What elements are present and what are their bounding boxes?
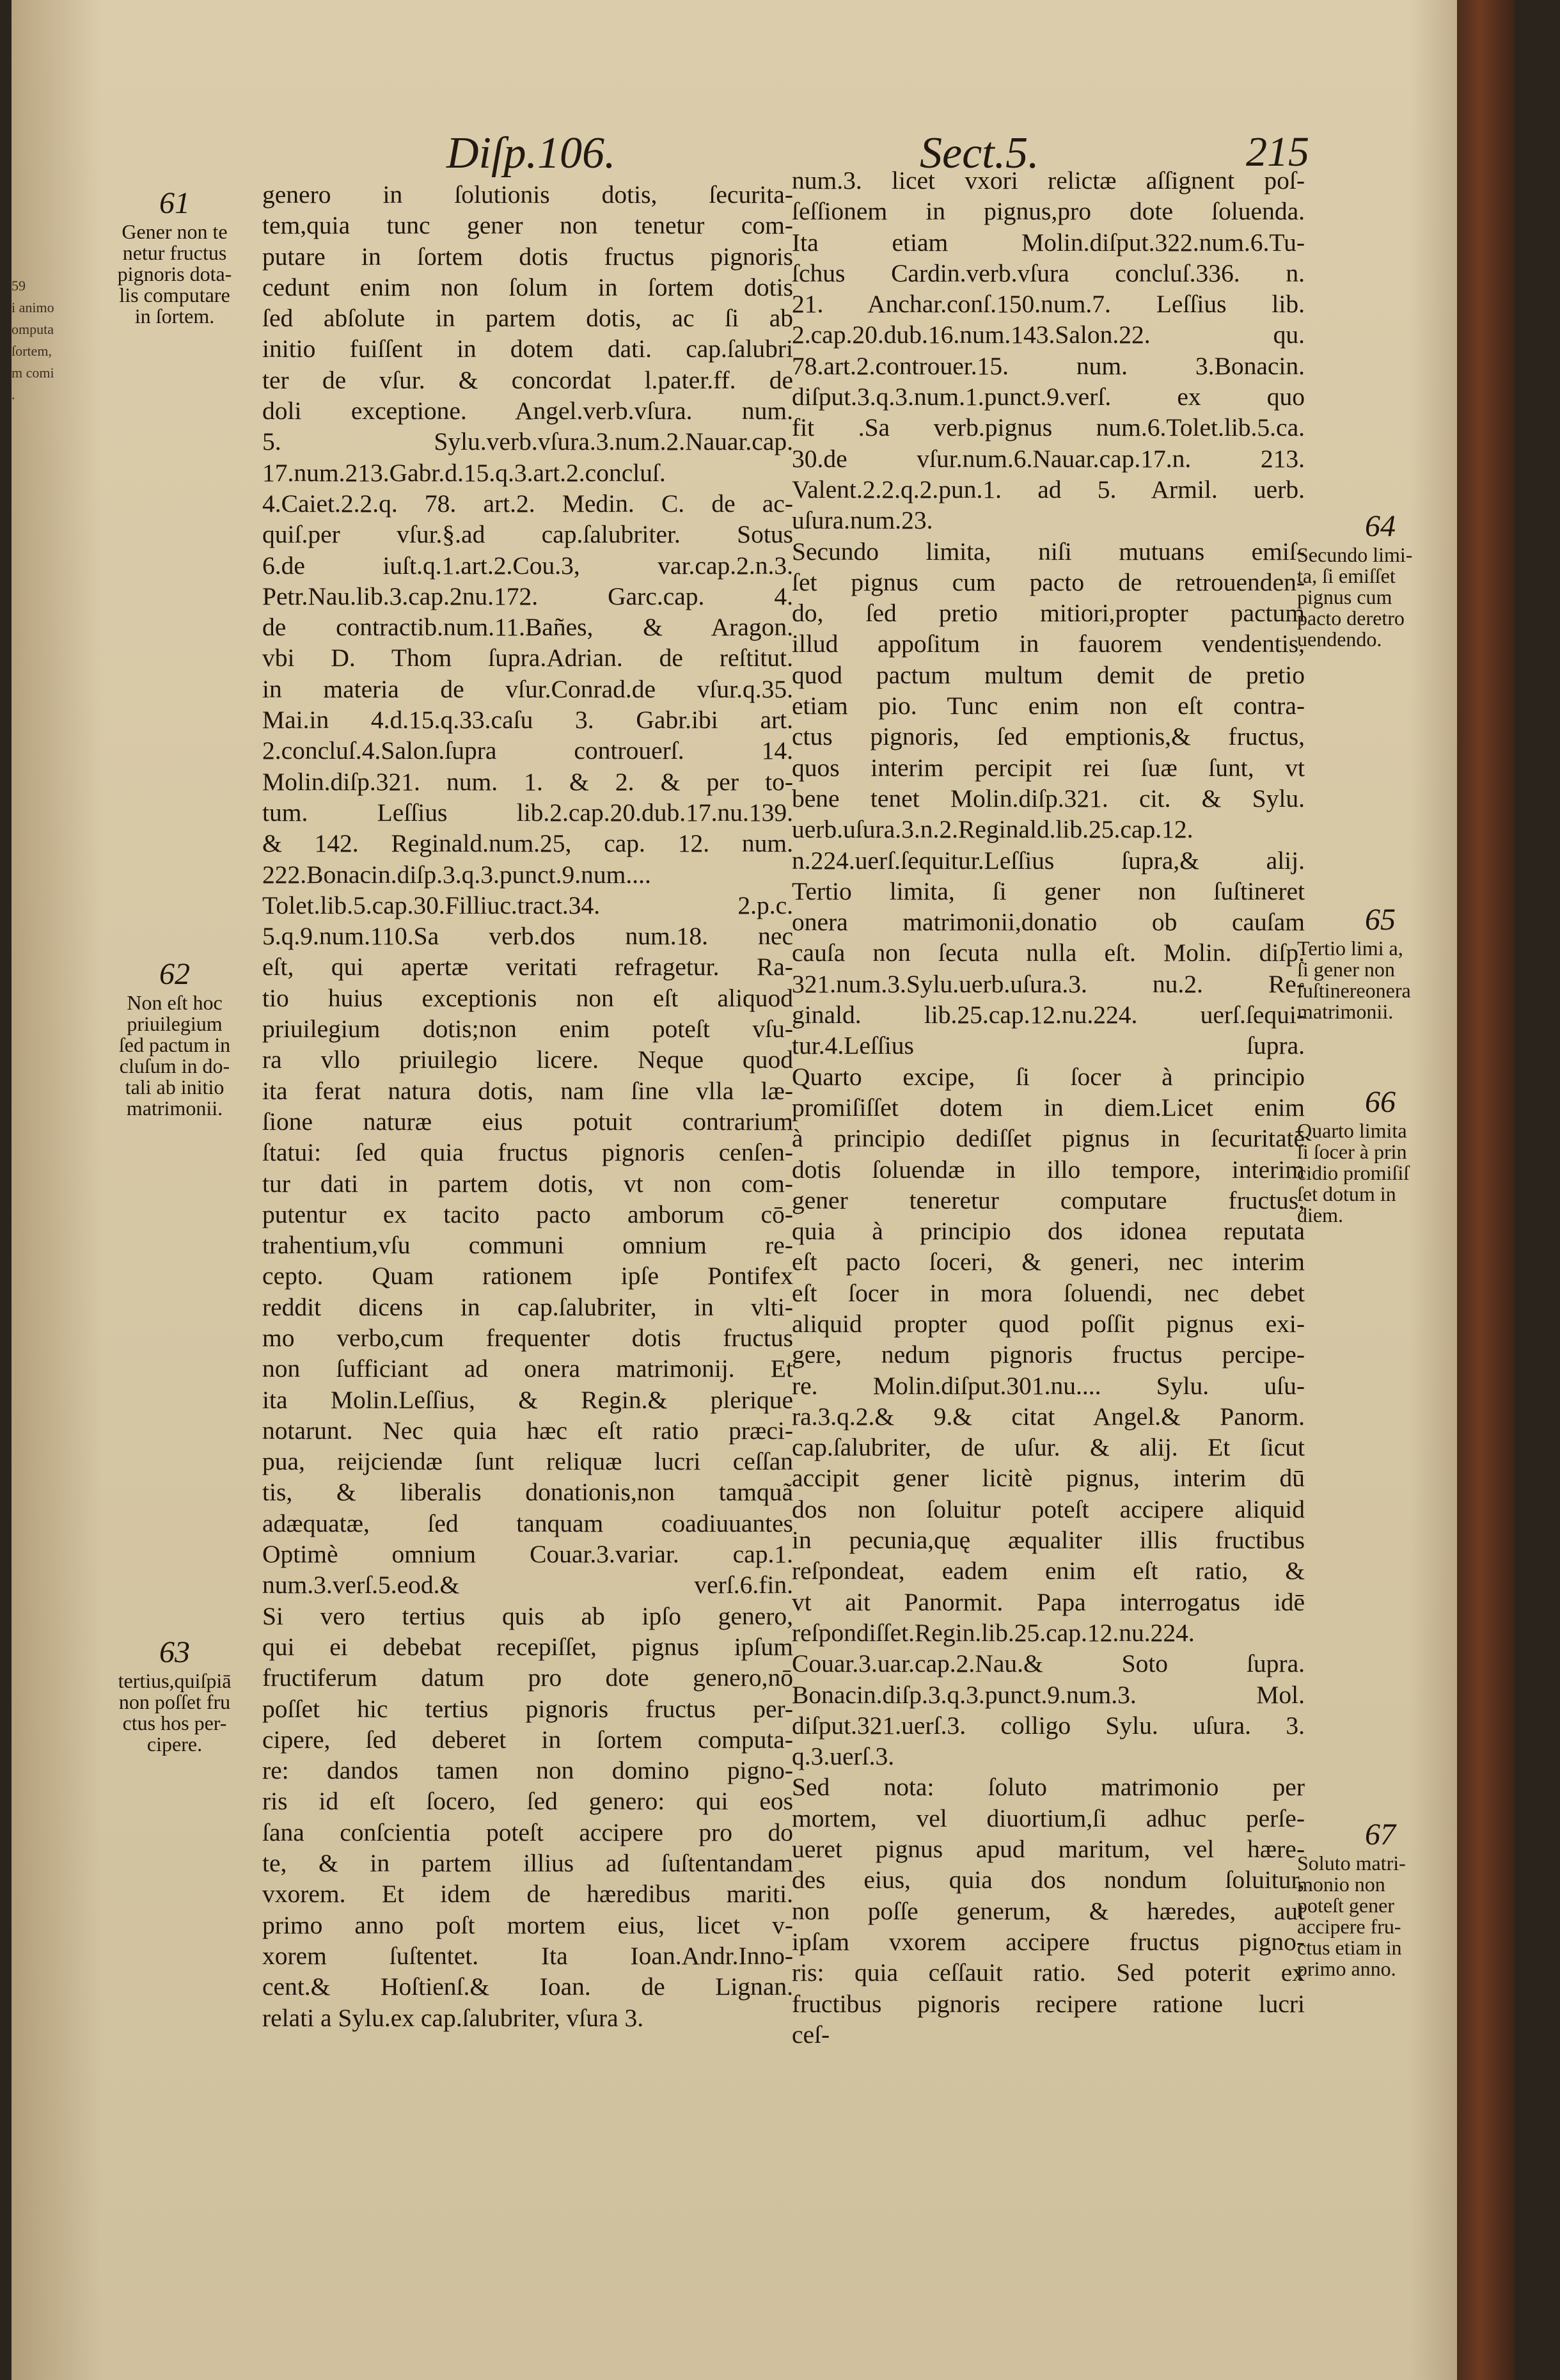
text-line: 321.num.3.Sylu.uerb.uſura.3. nu.2. Re- [792, 969, 1305, 998]
text-line: tur dati in partem dotis, vt non com- [262, 1169, 793, 1198]
text-line: 21. Anchar.conſ.150.num.7. Leſſius lib. [792, 290, 1305, 319]
text-line: ueret pignus apud maritum, vel hære- [792, 1835, 1305, 1864]
text-line: primo anno poſt mortem eius, licet v- [262, 1910, 793, 1939]
text-line: ctus pignoris, ſed emptionis,& fructus, [792, 722, 1305, 751]
text-line: ra vllo priuilegio licere. Neque quod [262, 1045, 793, 1074]
text-line: reddit dicens in cap.ſalubriter, in vlti- [262, 1292, 793, 1321]
text-line: reſpondeat, eadem enim eſt ratio, & [792, 1557, 1305, 1585]
margin-note-text: Soluto matri- monio non poteſt gener accipere fru- ctus etiam in primo anno. [1297, 1852, 1406, 1980]
margin-note-number: 63 [159, 1635, 190, 1669]
text-line: fructibus pignoris recipere ratione lucri [792, 1989, 1305, 2018]
previous-page-strip [12, 275, 54, 544]
prev-strip-line: omputa [12, 321, 54, 337]
margin-note-text: Secundo limi- ta, ſi emiſſet pignus cum pacto deretro uendendo. [1297, 543, 1413, 651]
margin-note-number: 61 [159, 186, 190, 220]
margin-note-text: Quarto limita ſi ſocer à prin cidio promiſiſ ſet dotum in diem. [1297, 1119, 1410, 1226]
text-line: illud appoſitum in fauorem vendentis, [792, 630, 1305, 658]
text-line: etiam pio. Tunc enim non eſt contra- [792, 692, 1305, 720]
text-line: vt ait Panormit. Papa interrogatus idē [792, 1587, 1305, 1616]
text-line: 4.Caiet.2.2.q. 78. art.2. Medin. C. de ac- [262, 489, 793, 518]
text-line: quiſ.per vſur.§.ad cap.ſalubriter. Sotus [262, 520, 793, 549]
text-line: tum. Leſſius lib.2.cap.20.dub.17.nu.139. [262, 798, 793, 827]
text-line: ceſ- [792, 2020, 830, 2049]
text-line: ſchus Cardin.verb.vſura concluſ.336. n. [792, 258, 1305, 287]
text-line: num.3. licet vxori relictæ aſſignent poſ- [792, 166, 1305, 194]
text-line: xorem ſuſtentet. Ita Ioan.Andr.Inno- [262, 1941, 793, 1970]
text-line: do, ſed pretio mitiori,propter pactum [792, 599, 1305, 628]
text-line: Si vero tertius quis ab ipſo genero, [262, 1601, 793, 1630]
margin-note-number: 64 [1365, 509, 1396, 543]
text-line: 5.q.9.num.110.Sa verb.dos num.18. nec [262, 922, 793, 951]
text-line: ris: quia ceſſauit ratio. Sed poterit ex [792, 1958, 1305, 1987]
text-line: promiſiſſet dotem in diem.Licet enim [792, 1093, 1305, 1122]
text-line: vxorem. Et idem de hæredibus mariti. [262, 1880, 793, 1908]
text-line: putentur ex tacito pacto amborum cō- [262, 1200, 793, 1228]
text-line: ipſam vxorem accipere fructus pigno- [792, 1927, 1305, 1956]
text-line: poſſet hic tertius pignoris fructus per- [262, 1694, 793, 1723]
text-line: 78.art.2.controuer.15. num. 3.Bonacin. [792, 351, 1305, 380]
page-number: 215 [1246, 129, 1309, 175]
text-line: tio huius exceptionis non eſt aliquod [262, 983, 793, 1012]
text-line: priuilegium dotis;non enim poteſt vſu- [262, 1015, 793, 1043]
text-line: cepto. Quam rationem ipſe Pontifex [262, 1262, 793, 1290]
text-line: tem,quia tunc gener non tenetur com- [262, 211, 793, 240]
text-line: trahentium,vſu communi omnium re- [262, 1231, 793, 1260]
text-line: 30.de vſur.num.6.Nauar.cap.17.n. 213. [792, 444, 1305, 473]
margin-note-number: 67 [1365, 1818, 1396, 1852]
margin-note-62 [88, 956, 261, 1119]
text-line: ita Molin.Leſſius, & Regin.& plerique [262, 1385, 793, 1414]
text-line: notarunt. Nec quia hæc eſt ratio præci- [262, 1416, 793, 1445]
prev-strip-line: ſortem, [12, 343, 52, 359]
margin-note-text: tertius,quiſpiā non poſſet fru ctus hos per- cipere. [118, 1669, 232, 1756]
text-line: Valent.2.2.q.2.pun.1. ad 5. Armil. uerb. [792, 475, 1305, 504]
text-line: quos interim percipit rei ſuæ ſunt, vt [792, 753, 1305, 782]
text-line: diſput.3.q.3.num.1.punct.9.verſ. ex quo [792, 383, 1305, 411]
text-line: tur.4.Leſſius ſupra. [792, 1031, 1305, 1060]
text-line: à principio dediſſet pignus in ſecuritatē [792, 1124, 1305, 1153]
book-page [12, 0, 1515, 2380]
text-line: 2.cap.20.dub.16.num.143.Salon.22. qu. [792, 321, 1305, 349]
margin-note-number: 65 [1365, 903, 1396, 937]
text-line: Tertio limita, ſi gener non ſuſtineret [792, 877, 1305, 905]
left-text-column [262, 179, 793, 2033]
text-line: onera matrimonii,donatio ob cauſam [792, 908, 1305, 937]
text-line: cauſa non ſecuta nulla eſt. Molin. diſp. [792, 939, 1305, 967]
text-line: n.224.uerſ.ſequitur.Leſſius ſupra,& alij. [792, 846, 1305, 875]
text-line: ris id eſt ſocero, ſed genero: qui eos [262, 1787, 793, 1816]
text-line: tis, & liberalis donationis,non tamquã [262, 1478, 793, 1507]
book-edge [1457, 0, 1515, 2380]
text-line: initio fuiſſent in dotem dati. cap.ſalubri [262, 335, 793, 363]
margin-note-66 [1297, 1084, 1463, 1226]
text-line: vbi D. Thom ſupra.Adrian. de reſtitut. [262, 644, 793, 672]
text-line: mo verbo,cum frequenter dotis fructus [262, 1323, 793, 1352]
margin-note-text: Gener non te netur fructus pignoris dota- lis computare in ſortem. [117, 220, 232, 328]
text-line: Petr.Nau.lib.3.cap.2nu.172. Garc.cap. 4. [262, 582, 793, 610]
text-line: 6.de iuſt.q.1.art.2.Cou.3, var.cap.2.n.3. [262, 551, 793, 580]
text-line: eſt pacto ſoceri, & generi, nec interim [792, 1248, 1305, 1276]
text-line: ter de vſur. & concordat l.pater.ff. de [262, 365, 793, 394]
text-line: in materia de vſur.Conrad.de vſur.q.35. [262, 674, 793, 703]
text-line: Quarto excipe, ſi ſocer à principio [792, 1062, 1305, 1091]
text-line: num.3.verſ.5.eod.& verſ.6.fin. [262, 1571, 793, 1599]
text-line: des eius, quia dos nondum ſoluitur, [792, 1866, 1305, 1894]
text-line: 2.concluſ.4.Salon.ſupra controuerſ. 14. [262, 736, 793, 765]
margin-note-number: 62 [159, 957, 190, 991]
text-line: uſura.num.23. [792, 506, 933, 535]
text-line: pua, reijciendæ ſunt reliquæ lucri ceſſan [262, 1447, 793, 1476]
text-line: ſtatui: ſed quia fructus pignoris cenſen- [262, 1138, 793, 1167]
text-line: re: dandos tamen non domino pigno- [262, 1756, 793, 1785]
margin-note-text: Non eſt hoc priuilegium ſed pactum in cluſum in do- tali ab initio matrimonii. [118, 991, 231, 1120]
text-line: quod pactum multum demit de pretio [792, 660, 1305, 689]
text-line: qui ei debebat recepiſſet, pignus ipſum [262, 1632, 793, 1661]
text-line: Sed nota: ſoluto matrimonio per [792, 1773, 1305, 1802]
text-line: Tolet.lib.5.cap.30.Filliuc.tract.34. 2.p.c. [262, 891, 793, 919]
prev-strip-line: i animo [12, 299, 54, 315]
text-line: 17.num.213.Gabr.d.15.q.3.art.2.concluſ. [262, 458, 666, 487]
text-line: cipere, ſed deberet in ſortem computa- [262, 1725, 793, 1754]
text-line: Secundo limita, niſi mutuans emiſ- [792, 537, 1305, 566]
text-line: ſed abſolute in partem dotis, ac ſi ab [262, 304, 793, 333]
right-text-column [792, 165, 1305, 2050]
text-line: genero in ſolutionis dotis, ſecurita- [262, 180, 793, 209]
text-line: ſeſſionem in pignus,pro dote ſoluenda. [792, 197, 1305, 226]
text-line: non ſufficiant ad onera matrimonij. Et [262, 1354, 793, 1383]
text-line: dotis ſoluendæ in illo tempore, interim [792, 1155, 1305, 1184]
text-line: Ita etiam Molin.diſput.322.num.6.Tu- [792, 228, 1305, 257]
text-line: Mai.in 4.d.15.q.33.caſu 3. Gabr.ibi art. [262, 706, 793, 734]
margin-note-67 [1297, 1817, 1463, 1979]
prev-strip-line: . [12, 386, 15, 402]
margin-note-63 [88, 1635, 261, 1755]
text-line: cedunt enim non ſolum in ſortem dotis [262, 273, 793, 301]
text-line: reſpondiſſet.Regin.lib.25.cap.12.nu.224. [792, 1618, 1195, 1647]
text-line: eſt ſocer in mora ſoluendi, nec debet [792, 1278, 1305, 1307]
prev-strip-line: m comi [12, 365, 54, 381]
text-line: gere, nedum pignoris fructus percipe- [792, 1340, 1305, 1369]
text-line: cent.& Hoſtienſ.& Ioan. de Lignan. [262, 1972, 793, 2001]
text-line: uerb.uſura.3.n.2.Reginald.lib.25.cap.12. [792, 815, 1194, 844]
text-line: gener teneretur computare fructus, [792, 1186, 1305, 1214]
text-line: adæquatæ, ſed tanquam coadiuuantes [262, 1509, 793, 1537]
prev-strip-line: 59 [12, 278, 26, 294]
text-line: ſet pignus cum pacto de retrouenden- [792, 567, 1305, 596]
margin-note-number: 66 [1365, 1085, 1396, 1119]
text-line: te, & in partem illius ad ſuſtentandam [262, 1849, 793, 1878]
text-line: de contractib.num.11.Bañes, & Aragon. [262, 613, 793, 642]
text-line: fructiferum datum pro dote genero,nō [262, 1663, 793, 1692]
text-line: ſione naturæ eius potuit contrarium [262, 1107, 793, 1136]
text-line: Molin.diſp.321. num. 1. & 2. & per to- [262, 767, 793, 796]
text-line: Optimè omnium Couar.3.variar. cap.1. [262, 1540, 793, 1569]
text-line: quia à principio dos idonea reputata [792, 1217, 1305, 1246]
text-line: & 142. Reginald.num.25, cap. 12. num. [262, 829, 793, 858]
text-line: cap.ſalubriter, de uſur. & alij. Et ſicut [792, 1433, 1305, 1462]
text-line: re. Molin.diſput.301.nu.... Sylu. uſu- [792, 1371, 1305, 1400]
text-line: in pecunia,quę æqualiter illis fructibus [792, 1526, 1305, 1555]
text-line: ſana conſcientia poteſt accipere pro do [262, 1818, 793, 1846]
margin-note-61 [88, 186, 261, 327]
text-line: aliquid propter quod poſſit pignus exi- [792, 1309, 1305, 1338]
header-section: Sect.5. [920, 129, 1039, 178]
text-line: ginald. lib.25.cap.12.nu.224. uerſ.ſequi- [792, 1001, 1305, 1029]
text-line: bene tenet Molin.diſp.321. cit. & Sylu. [792, 784, 1305, 813]
text-line: Bonacin.diſp.3.q.3.punct.9.num.3. Mol. [792, 1680, 1305, 1709]
text-line: relati a Sylu.ex cap.ſalubriter, vſura 3. [262, 2003, 644, 2032]
text-line: putare in ſortem dotis fructus pignoris [262, 242, 793, 271]
text-line: 5. Sylu.verb.vſura.3.num.2.Nauar.cap. [262, 427, 793, 456]
text-line: doli exceptione. Angel.verb.vſura. num. [262, 397, 793, 425]
header-disputation: Diſp.106. [446, 129, 616, 178]
margin-note-text: Tertio limi a, ſi gener non ſuſtinereonera matrimonii. [1297, 937, 1411, 1023]
text-line: ita ferat natura dotis, nam ſine vlla læ- [262, 1076, 793, 1105]
text-line: eſt, qui apertæ veritati refragetur. Ra- [262, 953, 793, 981]
text-line: non poſſe generum, & hæredes, aut [792, 1896, 1305, 1925]
text-line: ra.3.q.2.& 9.& citat Angel.& Panorm. [792, 1402, 1305, 1431]
text-line: q.3.uerſ.3. [792, 1742, 895, 1771]
text-line: diſput.321.uerſ.3. colligo Sylu. uſura. 3. [792, 1711, 1305, 1740]
text-line: Couar.3.uar.cap.2.Nau.& Soto ſupra. [792, 1649, 1305, 1678]
text-line: fit .Sa verb.pignus num.6.Tolet.lib.5.ca. [792, 413, 1305, 442]
margin-note-65 [1297, 902, 1463, 1022]
text-line: accipit gener licitè pignus, interim dū [792, 1464, 1305, 1493]
text-line: dos non ſoluitur poteſt accipere aliquid [792, 1495, 1305, 1523]
text-line: 222.Bonacin.diſp.3.q.3.punct.9.num.... [262, 860, 651, 889]
text-line: mortem, vel diuortium,ſi adhuc perſe- [792, 1804, 1305, 1832]
margin-note-64 [1297, 509, 1463, 650]
